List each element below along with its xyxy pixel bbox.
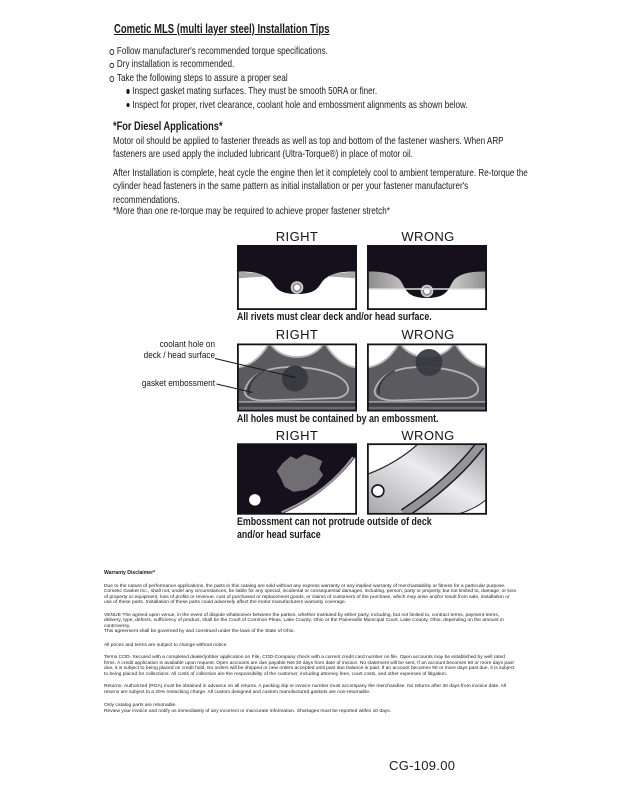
coolant-hole-label: coolant hole on deck / head surface [143,339,215,361]
list-item [108,85,539,98]
tip-text: Follow manufacturer's recommended torque specifications. [116,45,328,57]
rivet-wrong-illustration [367,245,487,310]
legal-paragraph: This agreement shall be governed by and construed under the laws of the State of Ohio. [104,629,295,634]
filled-bullet-icon [126,89,129,93]
diagram-row2-labels [237,327,488,342]
tip-text: Inspect gasket mating surfaces. They must be smooth 50RA or finer. [132,85,378,98]
legal-paragraph: Terms COD- Secured with a completed dealer/jobber application on File, COD-Company check with a current credit card number on file. Open accounts may be established by well rated firms. A credit application is available upon request. Open accounts are due payable Net 30 days from date of invoice. No statement will be sent. If an account becomes 60 or more days past due, it is subject to being placed on credit hold. No orders will be shipped or new orders accepted until past due balance is paid. If an account becomes 90 or more days past due, it is subject to being placed for collections. All costs of collection are the responsibility of the customer, including attorney fees, court costs, and other expenses of litigation. [104,655,515,677]
list-item [108,72,539,85]
protrusion-wrong-illustration [367,443,487,515]
wrong-label: WRONG [401,229,455,244]
embossment-wrong-illustration [367,343,487,412]
open-bullet-icon [110,49,114,55]
embossment-wrong-diagram [367,343,487,412]
filled-bullet-icon [126,103,129,107]
diesel-paragraph-2: After Installation is complete, heat cycle the engine then let it completely cool to ambient temperature. Re-torque the cylinder head fasteners in the same pattern as initial installation or per your fastener manufacturer's recommendations. [113,167,528,206]
warranty-disclaimer [104,571,518,721]
tip-text: Take the following steps to assure a proper seal [116,71,288,84]
wrong-label: WRONG [401,327,455,342]
tip-text: Inspect for proper, rivet clearance, coolant hole and embossment alignments as shown below. [132,98,468,111]
diesel-heading: *For Diesel Applications* [113,119,223,133]
document-number: CG-109.00 [389,758,456,773]
legal-paragraph: Due to the nature of performance applications, the parts in this catalog are sold without any express warranty or any implied warranty of merchantability or fitness for a particular purpose. Cometic Gasket Inc., shall not, under any circumstances, be liable for any special, incidental or consequential damages, including, person, party or property, but not limited to, damage, or loss of property or equipment, loss of profits or revenue, cost of purchased or replacement goods, or claims of customers of the purchase, which may arise and/or result from sale, installation or use of these parts. Installation of these parts could adversely affect the motor manufacturers warranty coverage. [104,583,517,605]
embossment-right-diagram [237,343,357,412]
rivet-right-diagram [237,245,357,310]
row1-caption: All rivets must clear deck and/or head surface. [237,311,432,323]
open-bullet-icon [110,63,114,69]
warranty-heading: Warranty Disclaimer* [104,570,156,576]
embossment-right-illustration [237,343,357,412]
right-label: RIGHT [275,428,319,443]
list-item [108,58,539,71]
row2-caption: All holes must be contained by an embossment. [237,413,439,425]
tip-text: Dry installation is recommended. [116,58,235,71]
protrusion-right-diagram [237,443,357,515]
protrusion-wrong-diagram [367,443,487,515]
legal-paragraph: Review your invoice and notify us immediately of any incorrect or inaccurate information. Shortages must be reported within 10 days. [104,708,392,714]
page-title: Cometic MLS (multi layer steel) Installation Tips [114,21,330,36]
open-bullet-icon [110,76,114,82]
wrong-label: WRONG [401,428,455,443]
row3-caption: Embossment can not protrude outside of deck and/or head surface [237,516,432,541]
legal-paragraph: All prices and terms are subject to change without notice. [104,642,228,648]
diesel-paragraph-3: *More than one re-torque may be required to achieve proper fastener stretch* [113,205,390,217]
right-label: RIGHT [275,229,319,244]
gasket-embossment-label: gasket embossment [141,378,215,389]
list-item [108,99,539,112]
protrusion-right-illustration [237,443,357,515]
rivet-wrong-diagram [367,245,487,310]
diesel-paragraph-1: Motor oil should be applied to fastener threads as well as top and bottom of the fastener washers. When ARP fasteners are used apply the included lubricant (Ultra-Torque®) in place of motor oil. [113,135,504,161]
tips-list [108,45,539,112]
rivet-right-illustration [237,245,357,310]
diagram-row3-labels [237,428,488,443]
legal-paragraph: Returns- Authorized (RGA) must be obtained in advance on all returns. A packing slip or invoice number must accompany the merchandise. No returns after 30 days from invoice date. All returns are subject to a 25% restocking charge. All custom designed and custom manufactured gaskets are non-returnable. [104,684,507,695]
legal-paragraph: Only catalog parts are returnable. [104,703,177,708]
list-item [108,45,539,58]
legal-paragraph: VENUE-The agreed upon venue, in the event of dispute whatsoever between the parties, whether instituted by either party, including, but not limited to, contract terms, payment terms, delivery, type, defects, sufficiency of product, shall be the Court of Common Pleas, Lake County, Ohio or the Painesville Municipal Court, Lake County, Ohio, depending on the amount in controversy. [104,612,504,629]
right-label: RIGHT [275,327,319,342]
diagram-row1-labels [237,229,488,244]
